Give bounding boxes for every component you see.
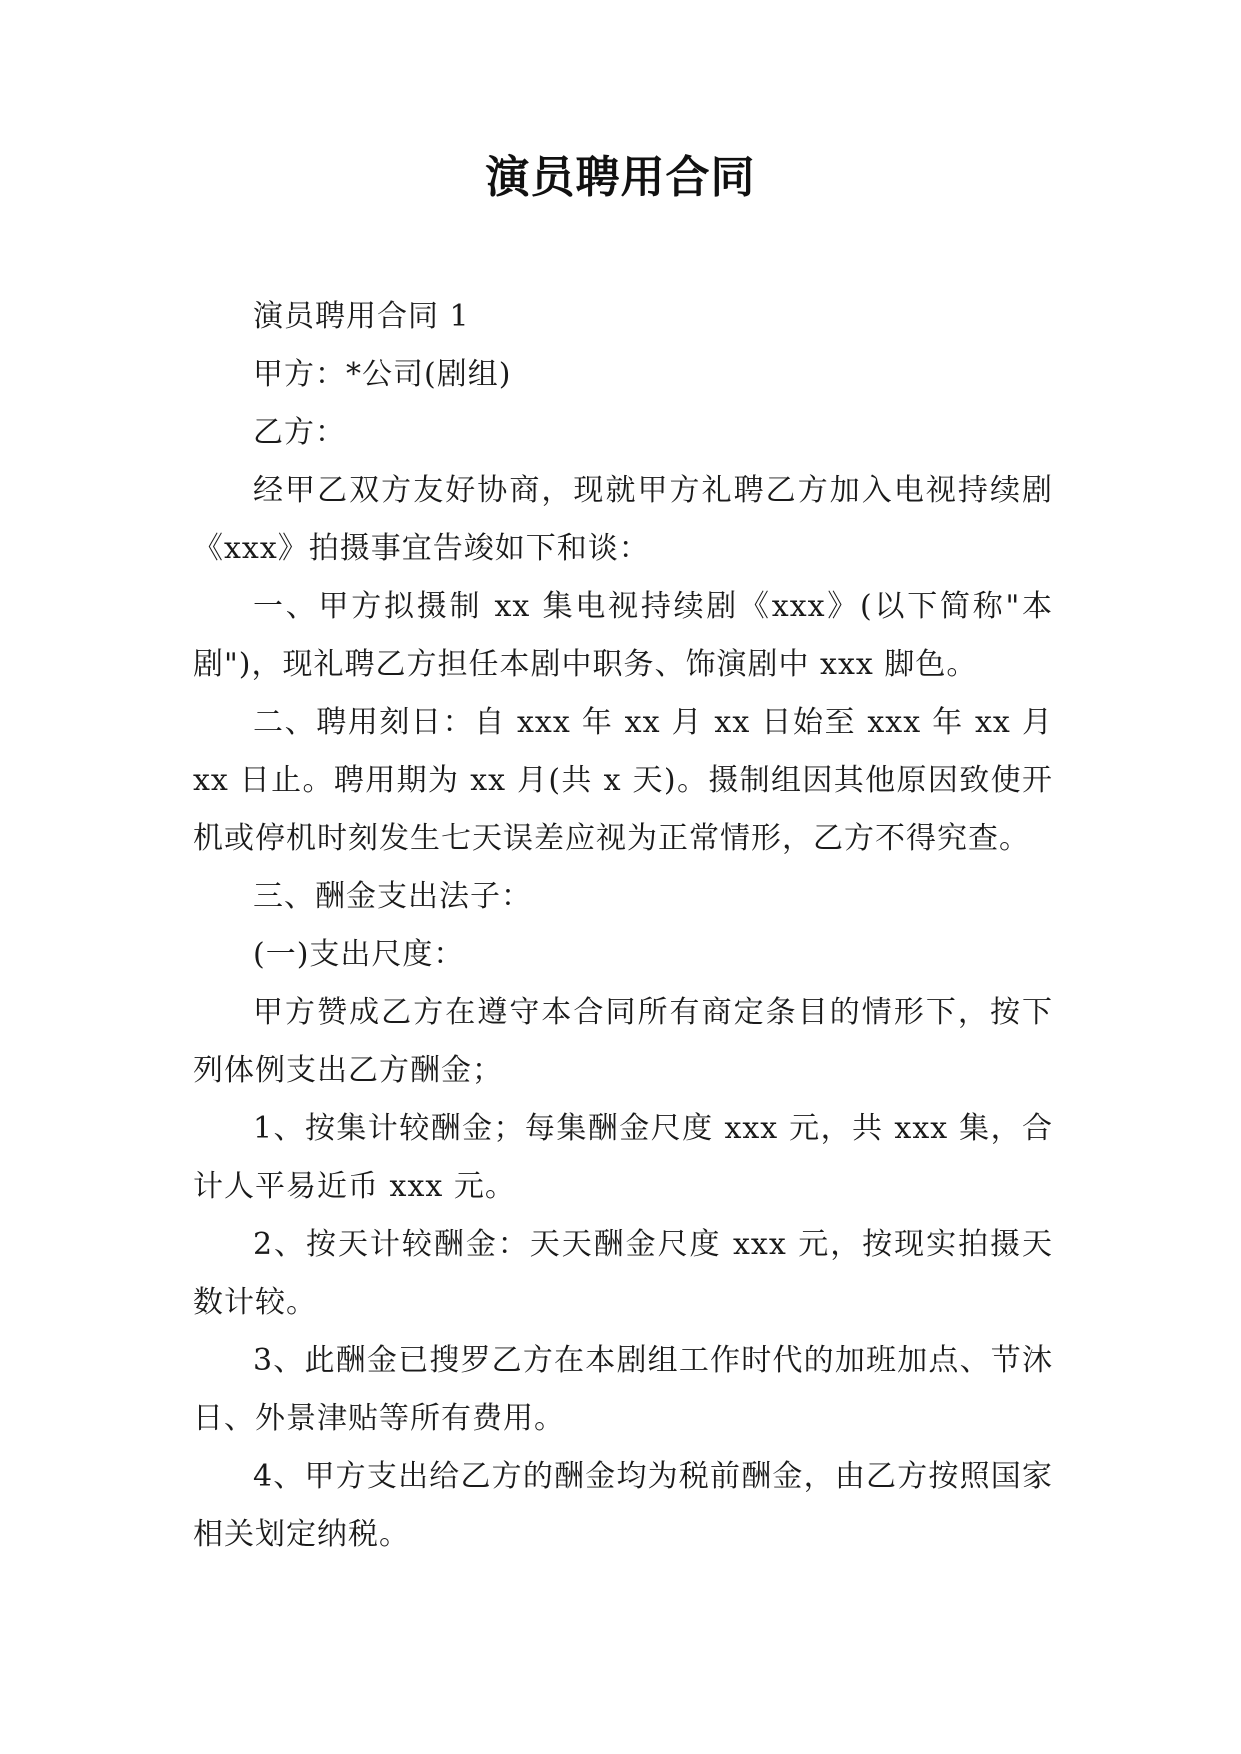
paragraph-payment-intro: 甲方赞成乙方在遵守本合同所有商定条目的情形下，按下列体例支出乙方酬金； — [193, 995, 1053, 1088]
paragraph-preamble: 经甲乙双方友好协商，现就甲方礼聘乙方加入电视持续剧《xxx》拍摄事宜告竣如下和谈： — [193, 473, 1053, 566]
document-title: 演员聘用合同 — [485, 152, 756, 203]
paragraph-payment-item-1: 1、按集计较酬金；每集酬金尺度 xxx 元，共 xxx 集，合计人平易近币 xxx 元。 — [193, 1111, 1053, 1204]
paragraph-subheading-standard: (一)支出尺度： — [253, 937, 465, 972]
paragraph-payment-item-4: 4、甲方支出给乙方的酬金均为税前酬金，由乙方按照国家相关划定纳税。 — [193, 1459, 1053, 1552]
paragraph-clause-2: 二、聘用刻日：自 xxx 年 xx 月 xx 日始至 xxx 年 xx 月 xx 日止。聘用期为 xx 月(共 x 天)。摄制组因其他原因致使开机或停机时刻发生七天误差应视为正常情形，乙方不得究查。 — [193, 705, 1053, 856]
paragraph-party-b: 乙方： — [253, 415, 346, 450]
document-body — [193, 288, 1053, 1564]
paragraph-party-a: 甲方：*公司(剧组) — [253, 357, 512, 392]
paragraph-clause-1: 一、甲方拟摄制 xx 集电视持续剧《xxx》(以下简称"本剧")，现礼聘乙方担任本剧中职务、饰演剧中 xxx 脚色。 — [193, 589, 1053, 682]
paragraph-payment-item-2: 2、按天计较酬金：天天酬金尺度 xxx 元，按现实拍摄天数计较。 — [193, 1227, 1053, 1320]
paragraph-clause-3-heading: 三、酬金支出法子： — [253, 879, 532, 914]
paragraph-payment-item-3: 3、此酬金已搜罗乙方在本剧组工作时代的加班加点、节沐日、外景津贴等所有费用。 — [193, 1343, 1053, 1436]
paragraph-contract-number: 演员聘用合同 1 — [253, 299, 470, 334]
